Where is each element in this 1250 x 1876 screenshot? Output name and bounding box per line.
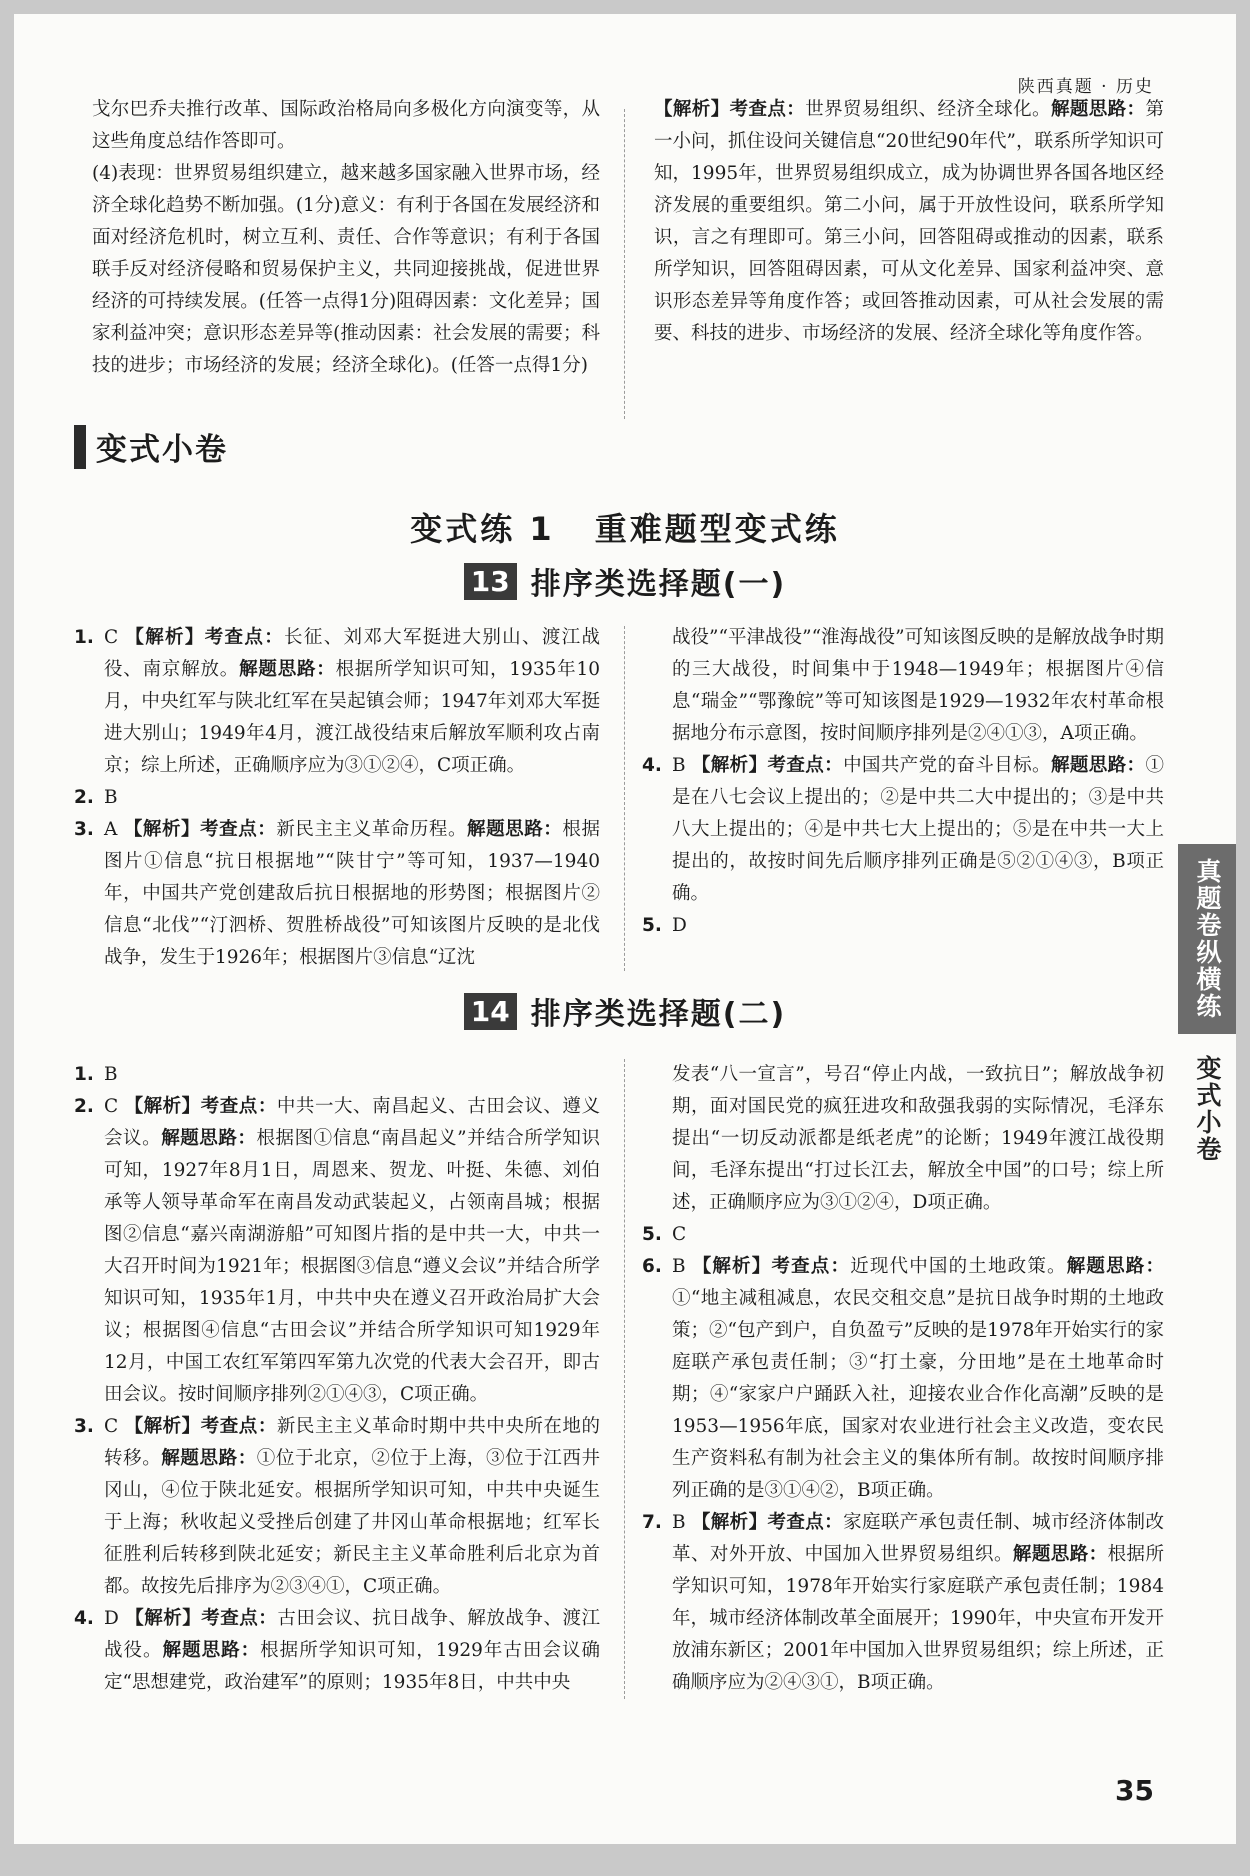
section-heading [74,424,228,469]
q13-item-2: 2. B [74,787,118,808]
q14-right-column [642,1059,1164,1699]
q14-column-divider [624,1059,625,1699]
section-bar-icon [74,425,86,469]
subsection-14-label: 排序类选择题(二) [530,997,787,1032]
section-title: 变式小卷 [96,432,228,468]
analysis-label: 【解析】考查点： [654,99,806,120]
q13-item-3-continued: 战役”“平津战役”“淮海战役”可知该图反映的是解放战争时期的三大战役，时间集中于1948—1949年；根据图片④信息“瑞金”“鄂豫皖”等可知该图是1929—1932年农村革命根据地分布示意图，按时间顺序排列是②④①③，A项正确。 [672,627,1164,744]
page [14,14,1236,1844]
q14-item-1: 1. B [74,1064,118,1085]
q14-item-3: 3. C 【解析】考查点：新民主主义革命时期中共中央所在地的转移。解题思路：①位于北京，②位于上海，③位于江西井冈山，④位于陕北延安。根据所学知识可知，中共中央诞生于上海；秋收起义受挫后创建了井冈山革命根据地；红军长征胜利后转移到陕北延安；新民主主义革命胜利后北京为首都。故按先后排序为②③④①，C项正确。 [74,1416,600,1597]
q13-column-divider [624,626,625,971]
q13-right-column [642,622,1164,942]
side-tab[interactable]: 真题卷纵横练 [1178,844,1236,1034]
q14-item-4: 4. D 【解析】考查点：古田会议、抗日战争、解放战争、渡江战役。解题思路：根据所学知识可知，1929年古田会议确定“思想建党，政治建军”的原则；1935年8日，中共中央 [74,1608,600,1693]
q13-item-3: 3. A 【解析】考查点：新民主主义革命历程。解题思路：根据图片①信息“抗日根据地”“陕甘宁”等可知，1937—1940年，中国共产党创建敌后抗日根据地的形势图；根据图片②信息“北伐”“汀泗桥、贺胜桥战役”可知该图片反映的是北伐战争，发生于1926年；根据图片③信息“辽沈 [74,819,600,968]
subsection-13-number: 13 [464,563,517,600]
q14-left-column [74,1059,600,1699]
subsection-14-title [14,989,1236,1033]
top-left-column [92,94,600,382]
subsection-13-title [14,559,1236,603]
q13-item-4: 4. B 【解析】考查点：中国共产党的奋斗目标。解题思路：①是在八七会议上提出的；②是中共二大中提出的；③是中共八大上提出的；④是中共七大上提出的；⑤是在中共一大上提出的，故按时间先后顺序排列正确是⑤②①④③，B项正确。 [642,755,1164,904]
top-right-column [654,94,1164,350]
q13-item-5: 5. D [642,915,687,936]
q14-item-7: 7. B 【解析】考查点：家庭联产承包责任制、城市经济体制改革、对外开放、中国加入世界贸易组织。解题思路：根据所学知识可知，1978年开始实行家庭联产承包责任制；1984年，城市经济体制改革全面展开；1990年，中央宣布开发开放浦东新区；2001年中国加入世界贸易组织；综上所述，正确顺序应为②④③①，B项正确。 [642,1512,1164,1693]
q14-item-6: 6. B 【解析】考查点：近现代中国的土地政策。解题思路：①“地主减租减息，农民交租交息”是抗日战争时期的土地政策；②“包产到户，自负盈亏”反映的是1978年开始实行的家庭联产承包责任制；③“打土豪，分田地”是在土地革命时期；④“家家户户踊跃入社，迎接农业合作化高潮”反映的是1953—1956年底，国家对农业进行社会主义改造，变农民生产资料私有制为社会主义的集体所有制。故按时间顺序排列正确的是③①④②，B项正确。 [642,1256,1164,1501]
subsection-13-label: 排序类选择题(一) [530,567,787,602]
top-left-para-2: (4)表现：世界贸易组织建立，越来越多国家融入世界市场，经济全球化趋势不断加强。(1分)意义：有利于各国在发展经济和面对经济危机时，树立互利、责任、合作等意识；有利于各国联手反对经济侵略和贸易保护主义，共同迎接挑战，促进世界经济的可持续发展。(任答一点得1分)阻碍因素：文化差异；国家利益冲突；意识形态差异等(推动因素：社会发展的需要；科技的进步；市场经济的发展；经济全球化)。(任答一点得1分) [92,163,600,376]
running-header: 陕西真题 · 历史 [1017,77,1154,97]
q14-item-2: 2. C 【解析】考查点：中共一大、南昌起义、古田会议、遵义会议。解题思路：根据图①信息“南昌起义”并结合所学知识可知，1927年8月1日，周恩来、贺龙、叶挺、朱德、刘伯承等人领导革命军在南昌发动武装起义，占领南昌城；根据图②信息“嘉兴南湖游船”可知图片指的是中共一大，中共一大召开时间为1921年；根据图③信息“遵义会议”并结合所学知识可知，1935年1月，中共中央在遵义召开政治局扩大会议；根据图④信息“古田会议”并结合所学知识可知1929年12月，中国工农红军第四军第九次党的代表大会召开，即古田会议。按时间顺序排列②①④③，C项正确。 [74,1096,600,1405]
q13-item-1: 1. C 【解析】考查点：长征、刘邓大军挺进大别山、渡江战役、南京解放。解题思路：根据所学知识可知，1935年10月，中央红军与陕北红军在吴起镇会师；1947年刘邓大军挺进大别山；1949年4月，渡江战役结束后解放军顺利攻占南京；综上所述，正确顺序应为③①②④，C项正确。 [74,627,600,776]
kp-text: 世界贸易组织、经济全球化。 [805,99,1051,120]
main-title [14,504,1236,550]
thinking-text: 第一小问，抓住设问关键信息“20世纪90年代”，联系所学知识可知，1995年，世界贸易组织成立，成为协调世界各国各地区经济发展的重要组织。第二小问，属于开放性设问，联系所学知识，言之有理即可。第三小问，回答阻碍或推动的因素，联系所学知识，回答阻碍因素，可从文化差异、国家利益冲突、意识形态差异等角度作答；或回答推动因素，可从社会发展的需要、科技的进步、市场经济的发展、经济全球化等角度作答。 [654,99,1164,344]
q14-item-4-continued: 发表“八一宣言”，号召“停止内战，一致抗日”；解放战争初期，面对国民党的疯狂进攻和敌强我弱的实际情况，毛泽东提出“一切反动派都是纸老虎”的论断；1949年渡江战役期间，毛泽东提出“打过长江去，解放全中国”的口号；综上所述，正确顺序应为③①②④，D项正确。 [672,1064,1164,1213]
q13-left-column [74,622,600,974]
page-number: 35 [1115,1774,1154,1807]
thinking-label: 解题思路： [1050,99,1146,120]
main-title-b: 重难题型变式练 [594,510,840,548]
side-section-label: 变式小卷 [1193,1055,1222,1163]
top-left-para-1: 戈尔巴乔夫推行改革、国际政治格局向多极化方向演变等，从这些角度总结作答即可。 [92,99,600,152]
subsection-14-number: 14 [464,993,517,1030]
main-title-a: 变式练 1 [410,510,555,548]
column-divider [624,109,625,419]
q14-item-5: 5. C [642,1224,687,1245]
